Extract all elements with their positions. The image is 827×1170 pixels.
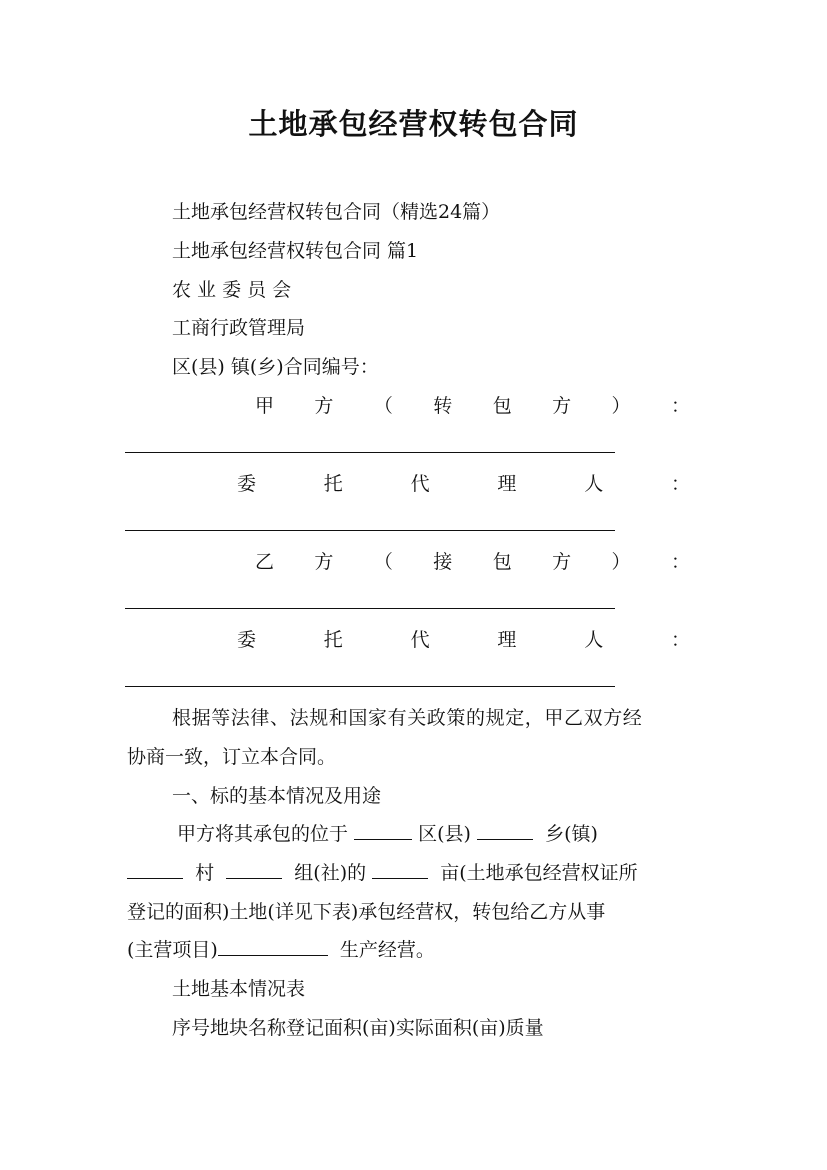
- paragraph-basis-line2: 协商一致，订立本合同。: [127, 746, 337, 768]
- paragraph-location-line1: [177, 821, 598, 847]
- blank-field: [354, 821, 412, 840]
- party-b-char: 方: [552, 551, 572, 573]
- issuer-commerce-bureau: 工商行政管理局: [172, 317, 306, 339]
- blank-field: [226, 860, 282, 879]
- agent-b-char: 人: [584, 629, 604, 651]
- agent-b-char: 代: [410, 629, 430, 651]
- agent-a-char: 代: [410, 473, 430, 495]
- party-b-fill-line: [125, 608, 615, 609]
- party-b-label: [255, 549, 690, 575]
- page-title: 土地承包经营权转包合同: [248, 107, 579, 141]
- agent-b-fill-line: [125, 686, 615, 687]
- paragraph-location-line3: 登记的面积)土地(详见下表)承包经营权，转包给乙方从事: [127, 901, 606, 923]
- agent-b-label: [237, 627, 690, 653]
- party-b-char: 接: [433, 551, 453, 573]
- blank-field: [372, 860, 428, 879]
- text-segment: 村: [195, 862, 215, 884]
- paragraph-location-line4: [127, 937, 435, 963]
- party-b-char: （: [373, 551, 393, 573]
- document-subtitle: 土地承包经营权转包合同（精选24篇）: [172, 201, 501, 223]
- party-a-char: ）: [611, 395, 631, 417]
- party-a-char: 方: [552, 395, 572, 417]
- contract-number-line: 区(县) 镇(乡)合同编号：: [172, 356, 379, 378]
- agent-a-char: ：: [670, 473, 690, 495]
- party-b-char: 方: [314, 551, 334, 573]
- paragraph-location-line2: [127, 860, 638, 886]
- agent-a-fill-line: [125, 530, 615, 531]
- section-heading-1: 一、标的基本情况及用途: [172, 785, 382, 807]
- paragraph-basis-line1: 根据等法律、法规和国家有关政策的规定，甲乙双方经: [172, 707, 643, 729]
- blank-field: [477, 821, 533, 840]
- party-a-char: ：: [670, 395, 690, 417]
- text-segment: 组(社)的: [294, 862, 367, 884]
- text-segment: 乡(镇): [545, 823, 598, 845]
- party-a-char: 转: [433, 395, 453, 417]
- blank-field: [127, 860, 183, 879]
- table-title: 土地基本情况表: [172, 978, 306, 1000]
- agent-a-char: 托: [323, 473, 343, 495]
- article-heading: 土地承包经营权转包合同 篇1: [172, 240, 419, 262]
- agent-b-char: 委: [237, 629, 257, 651]
- text-segment: 生产经营。: [339, 939, 435, 961]
- party-b-char: 包: [492, 551, 512, 573]
- text-segment: 区(县): [418, 823, 471, 845]
- agent-a-label: [237, 471, 690, 497]
- agent-b-char: 托: [323, 629, 343, 651]
- party-a-label: [255, 393, 690, 419]
- party-a-char: 包: [492, 395, 512, 417]
- party-a-char: 方: [314, 395, 334, 417]
- table-header-row: 序号地块名称登记面积(亩)实际面积(亩)质量: [172, 1017, 544, 1039]
- agent-a-char: 人: [584, 473, 604, 495]
- text-segment: 亩(土地承包经营权证所: [440, 862, 638, 884]
- party-b-char: ）: [611, 551, 631, 573]
- party-a-char: （: [373, 395, 393, 417]
- text-segment: 甲方将其承包的位于: [177, 823, 349, 845]
- party-b-char: 乙: [255, 551, 275, 573]
- blank-field: [218, 937, 328, 956]
- agent-b-char: ：: [670, 629, 690, 651]
- issuer-agriculture-committee: 农 业 委 员 会: [172, 279, 292, 301]
- agent-a-char: 理: [497, 473, 517, 495]
- party-b-char: ：: [670, 551, 690, 573]
- agent-b-char: 理: [497, 629, 517, 651]
- text-segment: (主营项目): [127, 939, 218, 961]
- party-a-fill-line: [125, 452, 615, 453]
- party-a-char: 甲: [255, 395, 275, 417]
- agent-a-char: 委: [237, 473, 257, 495]
